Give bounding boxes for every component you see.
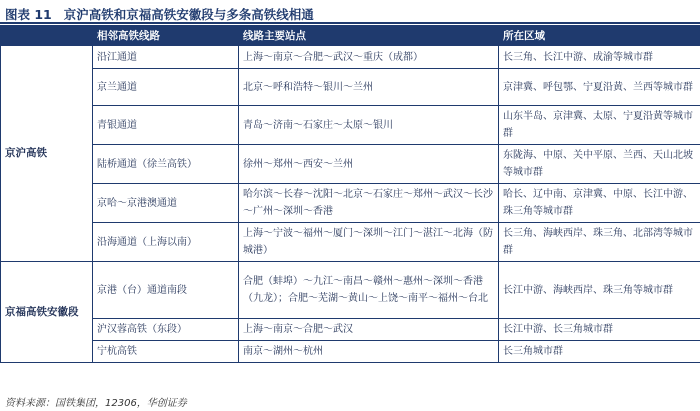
stations-cell: 北京～呼和浩特～银川～兰州 bbox=[239, 69, 499, 106]
stations-cell: 徐州～郑州～西安～兰州 bbox=[239, 145, 499, 184]
stations-cell: 南京～湖州～杭州 bbox=[239, 341, 499, 363]
header-route: 相邻高铁线路 bbox=[93, 26, 239, 46]
route-cell: 沿海通道（上海以南） bbox=[93, 223, 239, 262]
table-row bbox=[1, 262, 700, 319]
header-group bbox=[1, 26, 93, 46]
region-cell: 长三角、长江中游、成渝等城市群 bbox=[499, 46, 700, 69]
stations-cell: 上海～宁波～福州～厦门～深圳～江门～湛江～北海（防城港） bbox=[239, 223, 499, 262]
rail-table bbox=[0, 25, 700, 363]
stations-cell: 合肥（蚌埠）～九江～南昌～赣州～惠州～深圳～香港（九龙）；合肥～芜湖～黄山～上饶～南平～福州～台北 bbox=[239, 262, 499, 319]
region-cell: 长江中游、长三角城市群 bbox=[499, 319, 700, 341]
figure-title bbox=[5, 5, 314, 23]
stations-cell: 青岛～济南～石家庄～太原～银川 bbox=[239, 106, 499, 145]
route-cell: 京哈～京港澳通道 bbox=[93, 184, 239, 223]
region-cell: 长江中游、海峡西岸、珠三角等城市群 bbox=[499, 262, 700, 319]
route-cell: 沪汉蓉高铁（东段） bbox=[93, 319, 239, 341]
stations-cell: 上海～南京～合肥～武汉 bbox=[239, 319, 499, 341]
table-row bbox=[1, 319, 700, 341]
table-row bbox=[1, 223, 700, 262]
route-cell: 陆桥通道（徐兰高铁） bbox=[93, 145, 239, 184]
header-stations: 线路主要站点 bbox=[239, 26, 499, 46]
figure-label: 图表 11 bbox=[5, 7, 52, 22]
stations-cell: 哈尔滨～长春～沈阳～北京～石家庄～郑州～武汉～长沙～广州～深圳～香港 bbox=[239, 184, 499, 223]
table-row bbox=[1, 341, 700, 363]
region-cell: 哈长、辽中南、京津冀、中原、长江中游、珠三角等城市群 bbox=[499, 184, 700, 223]
route-cell: 京港（台）通道南段 bbox=[93, 262, 239, 319]
group-jingfu: 京福高铁安徽段 bbox=[1, 262, 93, 363]
region-cell: 山东半岛、京津冀、太原、宁夏沿黄等城市群 bbox=[499, 106, 700, 145]
figure-caption: 京沪高铁和京福高铁安徽段与多条高铁线相通 bbox=[63, 7, 314, 22]
group-jinghu: 京沪高铁 bbox=[1, 46, 93, 262]
region-cell: 长三角城市群 bbox=[499, 341, 700, 363]
table-row bbox=[1, 46, 700, 69]
route-cell: 京兰通道 bbox=[93, 69, 239, 106]
title-rule bbox=[0, 22, 700, 24]
stations-cell: 上海～南京～合肥～武汉～重庆（成都） bbox=[239, 46, 499, 69]
region-cell: 京津冀、呼包鄂、宁夏沿黄、兰西等城市群 bbox=[499, 69, 700, 106]
table-row bbox=[1, 184, 700, 223]
table-row bbox=[1, 69, 700, 106]
table-row bbox=[1, 106, 700, 145]
source-note: 资料来源：国铁集团，12306，华创证券 bbox=[5, 398, 187, 409]
region-cell: 长三角、海峡西岸、珠三角、北部湾等城市群 bbox=[499, 223, 700, 262]
route-cell: 青银通道 bbox=[93, 106, 239, 145]
header-region: 所在区域 bbox=[499, 26, 700, 46]
region-cell: 东陇海、中原、关中平原、兰西、天山北坡等城市群 bbox=[499, 145, 700, 184]
route-cell: 沿江通道 bbox=[93, 46, 239, 69]
header-row bbox=[1, 26, 700, 46]
table-row bbox=[1, 145, 700, 184]
route-cell: 宁杭高铁 bbox=[93, 341, 239, 363]
